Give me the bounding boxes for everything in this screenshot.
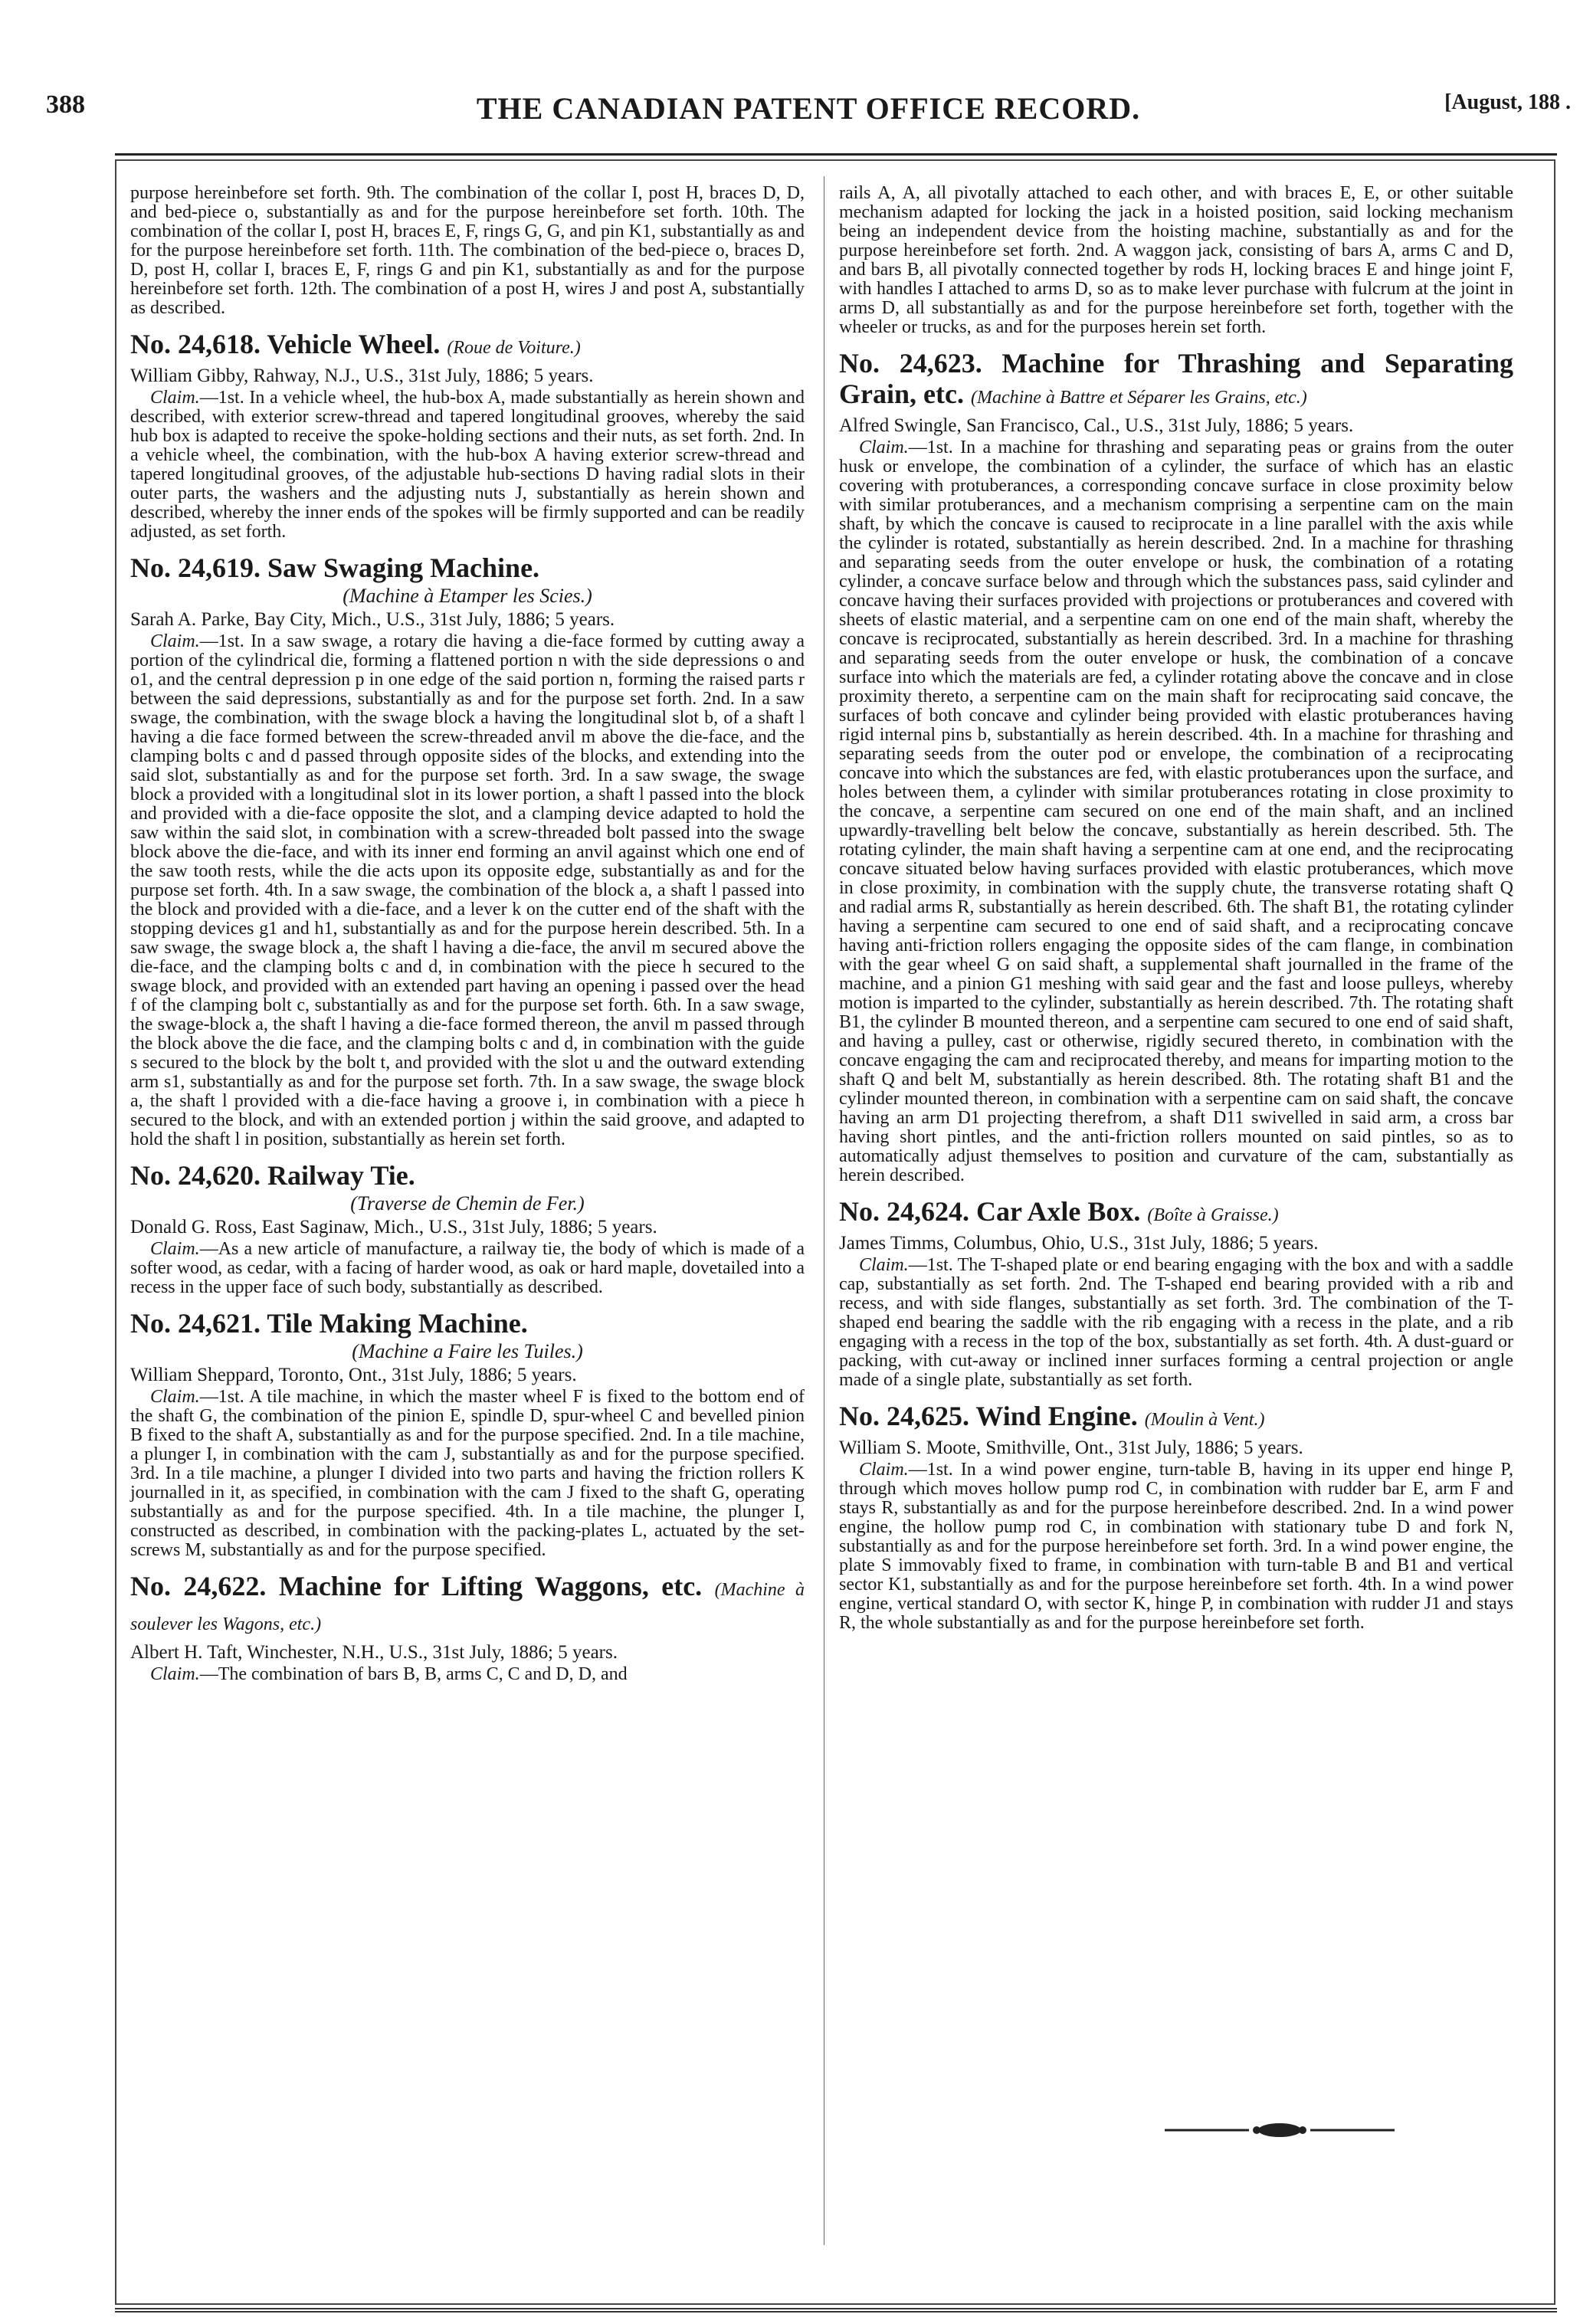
patent-entry [839, 1401, 1513, 1633]
left-intro-paragraph: purpose hereinbefore set forth. 9th. The combination of the collar I, post H, braces D, D, and bed-piece o, substantially as and for the purpose hereinbefore set forth. 10th. The combination of the collar I, post H, braces E, F, rings G, G, and pin K1, substantially as and for the purpose hereinbefore set forth. 11th. The combination of the bed-piece o, braces D, D, post H, collar I, braces E, F, rings G and pin K1, substantially as and for the purpose hereinbefore set forth. 12th. The combination of a post H, wires J and post A, substantially as described. [130, 183, 805, 318]
patent-number: No. 24,624. [839, 1196, 969, 1227]
claim-label: Claim. [150, 1387, 200, 1407]
patent-number: No. 24,620. [130, 1160, 261, 1191]
patent-heading [130, 1160, 805, 1191]
patent-french-title: (Moulin à Vent.) [1144, 1410, 1265, 1430]
claim-label: Claim. [859, 1255, 909, 1275]
end-ornament [1165, 2115, 1395, 2145]
claim-label: Claim. [859, 1460, 909, 1480]
page-header [46, 90, 1571, 129]
patent-heading [839, 1401, 1513, 1435]
patent-title: Railway Tie. [267, 1160, 415, 1191]
patent-heading [130, 329, 805, 363]
claim-label: Claim. [150, 631, 200, 651]
claim-label: Claim. [859, 438, 909, 457]
claim-text: —1st. The T-shaped plate or end bearing engaging with the box and with a saddle cap, substantially as set forth. 2nd. The T-shaped end bearing provided with a rib and recess, and with side flanges, substantially as set forth. 3rd. The combination of the T-shaped end bearing the saddle with the rib engaging with a recess in the plate, and a rib engaging with a recess in the top of the box, substantially as set forth. 4th. A dust-guard or packing, with cut-away or inclined inner surfaces forming a central projection or angle made of a single plate, substantially as set forth. [839, 1255, 1513, 1390]
header-rule [115, 153, 1557, 156]
patent-heading [130, 1308, 805, 1339]
page-date: [August, 188 . [1444, 90, 1571, 114]
claim-text: —1st. In a saw swage, a rotary die having a die-face formed by cutting away a portion of the cylindrical die, forming a flattened portion n with the side depressions o and o1, and the central depression p in one edge of the said portion n, forming the raised parts r between the said depressions, substantially as and for the purpose set forth. 2nd. In a saw swage, the combination, with the swage block a having the longitudinal slot b, of a shaft l having a die face formed between the screw-threaded anvil m above the die-face, and the clamping bolts c and d passed through opposite sides of the blocks, and extending into the said slot, substantially as and for the purpose set forth. 3rd. In a saw swage, the swage block a provided with a longitudinal slot in its lower portion, a shaft l passed into the block and provided with a die-face opposite the slot, and a clamping device adapted to hold the saw within the said slot, in combination with a screw-threaded bolt passed into the swage block above the die-face, and with its inner end forming an anvil against which one end of the saw tooth rests, while the die acts upon its opposite edge, substantially as and for the purpose set forth. 4th. In a saw swage, the combination of the block a, a shaft l passed into the block and provided with a die-face, and a lever k on the cutter end of the shaft with the stopping devices g1 and h1, substantially as and for the purpose herein described. 5th. In a saw swage, the swage block a, the shaft l having a die-face, the anvil m secured above the die-face, and the clamping bolts c and d, in combination with the piece h secured to the swage block, and provided with an extended part having an opening i passed over the head f of the clamping bolt c, substantially as and for the purpose set forth. 6th. In a saw swage, the swage-block a, the shaft l having a die-face formed thereon, the anvil m passed through the block above the die face, and the clamping bolts c and d, in combination with the guide s secured to the block by the bolt t, and provided with the slot u and the outward extending arm s1, substantially as and for the purpose set forth. 7th. In a saw swage, the swage block a, the shaft l provided with a die-face having a groove i, in combination with a piece h secured to the block, and with an extended portion j within the said groove, and adapted to hold the shaft l in position, substantially as herein set forth. [130, 631, 805, 1149]
patent-inventor: William Gibby, Rahway, N.J., U.S., 31st July, 1886; 5 years. [130, 365, 594, 386]
patent-inventor: Alfred Swingle, San Francisco, Cal., U.S., 31st July, 1886; 5 years. [839, 415, 1354, 436]
claim-text: —1st. In a vehicle wheel, the hub-box A, made substantially as herein shown and described, with exterior screw-thread and tapered longitudinal grooves, whereby the said hub box is adapted to receive the spoke-holding sections and their nuts, as set forth. 2nd. In a vehicle wheel, the combination, with the hub-box A having exterior screw-thread and tapered longitudinal grooves, of the adjustable hub-sections D having radial slots in their outer parts, the washers and the adjusting nuts J, substantially as herein shown and described, whereby the inner ends of the spokes will be firmly supported and can be readily adjusted, as set forth. [130, 388, 805, 542]
patent-french-title: (Roue de Voiture.) [447, 338, 581, 358]
patent-entry [130, 329, 805, 542]
patent-heading [130, 552, 805, 583]
patent-number: No. 24,622. [130, 1571, 267, 1601]
patent-title: Car Axle Box. [976, 1196, 1141, 1227]
page-title: THE CANADIAN PATENT OFFICE RECORD. [476, 91, 1141, 126]
claim-text: —As a new article of manufacture, a railway tie, the body of which is made of a softer wood, as cedar, with a facing of harder wood, as oak or hard maple, dovetailed into a recess in the upper face of such body, substantially as described. [130, 1239, 805, 1297]
patent-french-title: (Machine a Faire les Tuiles.) [352, 1340, 583, 1362]
patent-title: Machine for Thrashing and Separating Grain, etc. [839, 348, 1513, 409]
patent-french-title: (Machine à Battre et Séparer les Grains, etc.) [970, 388, 1307, 408]
patent-inventor: Donald G. Ross, East Saginaw, Mich., U.S., 31st July, 1886; 5 years. [130, 1217, 657, 1237]
patent-heading [839, 348, 1513, 413]
patent-entry [839, 1196, 1513, 1390]
patent-entry [130, 1160, 805, 1297]
patent-inventor: James Timms, Columbus, Ohio, U.S., 31st July, 1886; 5 years. [839, 1233, 1319, 1254]
bottom-rule [115, 2308, 1557, 2313]
patent-inventor: William Sheppard, Toronto, Ont., 31st July, 1886; 5 years. [130, 1365, 577, 1385]
claim-text: —1st. In a wind power engine, turn-table B, having in its upper end hinge P, through which moves hollow pump rod C, in combination with rudder bar E, arm F and stays R, substantially as and for the purpose hereinbefore described. 2nd. In a wind power engine, the hollow pump rod C, in combination with stationary tube D and fork N, substantially as and for the purpose hereinbefore set forth. 3rd. In a wind power engine, the plate S immovably fixed to frame, in combination with turn-table B and B1 and vertical sector K1, substantially as and for the purpose hereinbefore set forth. 4th. In a wind power engine, vertical standard O, with sector K, hinge P, in combination with rudder J1 and stays R, the whole substantially as and for the purpose hereinbefore set forth. [839, 1460, 1513, 1633]
claim-text: —1st. A tile machine, in which the master wheel F is fixed to the bottom end of the shaft G, the combination of the pinion E, spindle D, spur-wheel C and bevelled pinion B fixed to the shaft A, substantially as and for the purpose specified. 2nd. In a tile machine, a plunger I, in combination with the cam J, substantially as and for the purpose specified. 3rd. In a tile machine, a plunger I divided into two parts and having the friction rollers K journalled in it, as specified, in combination with the cam J fixed to the shaft G, operating substantially as and for the purpose specified. 4th. In a tile machine, the plunger I, constructed as described, in combination with the packing-plates L, actuated by the set-screws M, substantially as and for the purpose specified. [130, 1387, 805, 1560]
patent-title: Machine for Lifting Waggons, etc. [278, 1571, 703, 1601]
left-column [130, 184, 805, 1687]
claim-text: —The combination of bars B, B, arms C, C and D, D, and [199, 1664, 628, 1684]
patent-entry [130, 1308, 805, 1560]
right-column [839, 184, 1513, 1636]
patent-title: Tile Making Machine. [267, 1308, 528, 1339]
page-number: 388 [46, 90, 85, 119]
patent-inventor: Albert H. Taft, Winchester, N.H., U.S., 31st July, 1886; 5 years. [130, 1642, 618, 1663]
patent-french-title: (Machine à soulever les Wagons, etc.) [130, 1580, 805, 1634]
patent-entry [839, 348, 1513, 1185]
patent-number: No. 24,618. [130, 329, 261, 359]
patent-title: Saw Swaging Machine. [267, 552, 540, 583]
patent-entry [130, 552, 805, 1149]
claim-text: —1st. In a machine for thrashing and separating peas or grains from the outer husk or envelope, the combination of a cylinder, the surface of which has an elastic covering with protuberances, a corresponding concave surface in close proximity below with similar protuberances, and a mechanism comprising a serpentine cam on the main shaft, by which the concave is caused to reciprocate in a line parallel with the axis while the cylinder is rotated, substantially as herein described. 2nd. In a machine for thrashing and separating seeds from the outer envelope or husk, the combination of a rotating cylinder, a concave surface below and through which the substances pass, said cylinder and concave having their surfaces provided with projections or protuberances and covered with sheets of elastic material, and a serpentine cam on one end of the main shaft, whereby the concave is reciprocated, substantially as herein described. 3rd. In a machine for thrashing and separating seeds from the outer envelope or husk, the combination of a concave surface into which the materials are fed, a cylinder rotating above the concave and in close proximity thereto, a serpentine cam on the main shaft for reciprocating said concave, the surfaces of both concave and cylinder being provided with elastic protuberances having rigid internal pins b, substantially as herein described. 4th. In a machine for thrashing and separating seeds from the outer pod or envelope, the combination of a reciprocating concave into which the substances are fed, with elastic protuberances upon the surface, and holes between them, a cylinder with similar protuberances rotating in close proximity to the concave, a serpentine cam secured on one end of the main shaft, and an inclined upwardly-travelling belt below the concave, substantially as herein described. 5th. The rotating cylinder, the main shaft having a serpentine cam at one end, and the reciprocating concave situated below having surfaces provided with elastic protuberances, which move in close proximity, in combination with the supply chute, the transverse rotating shaft Q and radial arms R, substantially as herein described. 6th. The shaft B1, the rotating cylinder having a serpentine cam secured to one end of said shaft, and a reciprocating concave having anti-friction rollers engaging the opposite sides of the cam flange, in combination with the gear wheel G on said shaft, a supplemental shaft journalled in the frame of the machine, and a pinion G1 meshing with said gear and the fast and loose pulleys, whereby motion is imparted to the cylinder, substantially as herein described. 7th. The rotating shaft B1, the cylinder B mounted thereon, and a serpentine cam secured to one end of said shaft, and having a pulley, cast or otherwise, rigidly secured thereto, in combination with the concave engaging the cam and reciprocated thereby, and means for imparting motion to the shaft Q and belt M, substantially as herein described. 8th. The rotating shaft B1 and the cylinder mounted thereon, in combination with a serpentine cam on said shaft, the concave having an arm D1 projecting therefrom, a shaft D11 swivelled in said arm, a cross bar having short pintles, and the anti-friction rollers mounted on said pintles, so as to automatically adjust themselves to position and curvature of the cam, substantially as herein described. [839, 438, 1513, 1185]
patent-claim [839, 1256, 1513, 1390]
claim-label: Claim. [150, 388, 200, 408]
right-intro-paragraph: rails A, A, all pivotally attached to each other, and with braces E, E, or other suitable mechanism adapted for locking the jack in a hoisted position, said locking mechanism being an independent device from the hoisting machine, substantially as and for the purpose hereinbefore set forth. 2nd. A waggon jack, consisting of bars A, arms C and D, and bars B, all pivotally connected together by rods H, locking braces E and hinge joint F, with handles I attached to arms D, so as to make lever purchase with fulcrum at the joint in arms D, all substantially as and for the purpose hereinbefore set forth, together with the wheeler or trucks, as and for the purposes herein set forth. [839, 183, 1513, 337]
claim-label: Claim. [150, 1239, 200, 1259]
patent-number: No. 24,623. [839, 348, 982, 379]
patent-title: Wind Engine. [975, 1401, 1138, 1431]
patent-claim [130, 388, 805, 542]
patent-title: Vehicle Wheel. [267, 329, 441, 359]
patent-french-title: (Machine à Etamper les Scies.) [343, 585, 592, 607]
patent-heading [130, 1571, 805, 1640]
patent-number: No. 24,621. [130, 1308, 261, 1339]
patent-claim [839, 438, 1513, 1185]
patent-claim [130, 632, 805, 1149]
patent-claim [130, 1240, 805, 1297]
patent-french-title: (Boîte à Graisse.) [1147, 1205, 1279, 1225]
patent-claim [130, 1665, 805, 1684]
patent-french-title: (Traverse de Chemin de Fer.) [350, 1192, 585, 1214]
patent-number: No. 24,625. [839, 1401, 969, 1431]
patent-heading [839, 1196, 1513, 1231]
patent-entry [130, 1571, 805, 1684]
patent-inventor: Sarah A. Parke, Bay City, Mich., U.S., 31st July, 1886; 5 years. [130, 609, 615, 630]
patent-number: No. 24,619. [130, 552, 261, 583]
patent-inventor: William S. Moote, Smithville, Ont., 31st July, 1886; 5 years. [839, 1437, 1303, 1458]
patent-claim [130, 1388, 805, 1560]
patent-claim [839, 1460, 1513, 1633]
claim-label: Claim. [150, 1664, 200, 1684]
